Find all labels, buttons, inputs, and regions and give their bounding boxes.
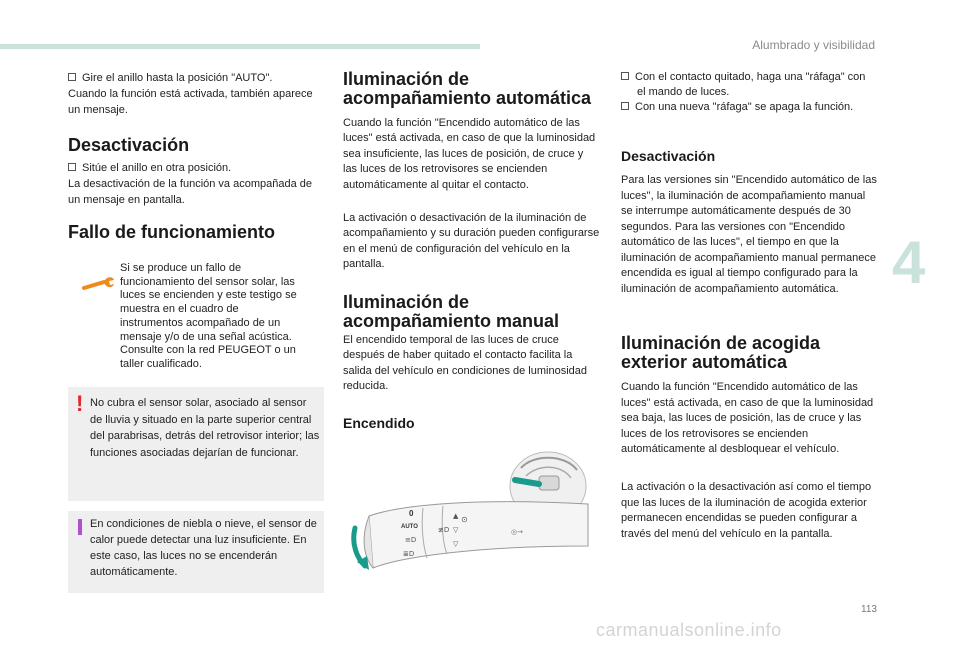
- manual-paragraph: El encendido temporal de las luces de cruce después de haber quitado el contacto facilita la salida del vehículo en condiciones de luminosidad reducida.: [343, 334, 587, 393]
- header-accent-bar: [0, 44, 480, 49]
- page-number: 113: [861, 604, 877, 615]
- info-text: En condiciones de niebla o nieve, el sensor de calor puede detectar una luz insuficiente. En este caso, las luces no se encenderán automáticamente.: [90, 518, 317, 578]
- svg-text:≡D: ≡D: [405, 536, 417, 544]
- svg-text:▲: ▲: [453, 512, 459, 520]
- auto-heading: Iluminación de acompañamiento automática: [343, 69, 592, 108]
- checkbox-bullet-icon: [68, 163, 76, 171]
- col3-desact-paragraph: Para las versiones sin "Encendido automático de las luces", la iluminación de acompañamiento manual se interrumpe automáticamente después de 30 segundos. Para las versiones con "Encendido automático de las luces", el tiempo en que la iluminación de acompañamiento manual permanece encendida es igual al tiempo configurado para la iluminación de acompañamiento automática.: [621, 174, 877, 295]
- svg-text:◎→: ◎→: [511, 528, 523, 536]
- stalk-auto-label: AUTO: [401, 524, 418, 530]
- fallo-heading: Fallo de funcionamiento: [68, 222, 276, 242]
- col3-bullet-2: Con una nueva "ráfaga" se apaga la función.: [621, 100, 877, 115]
- stalk: [364, 502, 588, 568]
- fallo-text: Si se produce un fallo de funcionamiento del sensor solar, las luces se encienden y este testigo se muestra en el cuadro de instrumentos acompañado de un mensaje y/o de una señal acústica. Consulte con la red PEUGEOT o un taller cualificado.: [120, 262, 297, 370]
- acogida-heading: Iluminación de acogida exterior automática: [621, 333, 821, 372]
- light-stalk-illustration: [343, 446, 600, 586]
- svg-text:▽: ▽: [453, 540, 459, 548]
- chapter-number: 4: [892, 229, 926, 296]
- intro-text: Cuando la función está activada, también aparece un mensaje.: [68, 88, 313, 116]
- info-icon: [78, 519, 82, 535]
- warning-text: No cubra el sensor solar, asociado al sensor de lluvia y situado en la parte superior central del parabrisas, detrás del retrovisor interior; las funciones asociadas dejarían de funcionar.: [90, 397, 320, 459]
- svg-text:≢D: ≢D: [438, 526, 450, 534]
- watermark: carmanualsonline.info: [596, 620, 782, 640]
- checkbox-bullet-icon: [621, 102, 629, 110]
- warning-icon: !: [76, 391, 84, 416]
- section-title: Alumbrado y visibilidad: [752, 38, 875, 52]
- acogida-paragraph-1: Cuando la función "Encendido automático de las luces" está activada, en caso de que la luminosidad sea baja, las luces de posición, las de cruce y las luces de los retrovisores se encienden automáticamente al desbloquear el vehículo.: [621, 381, 874, 455]
- intro-bullet: Gire el anillo hasta la posición "AUTO".: [68, 70, 324, 86]
- encendido-heading: Encendido: [343, 415, 415, 431]
- stalk-zero-label: 0: [409, 509, 414, 518]
- svg-text:▽: ▽: [453, 526, 459, 534]
- desact-bullet: Sitúe el anillo en otra posición.: [68, 160, 324, 176]
- warning-box: [68, 387, 324, 501]
- col3-bullet-1: Con el contacto quitado, haga una "ráfaga" con el mando de luces.: [621, 70, 877, 101]
- checkbox-bullet-icon: [68, 73, 76, 81]
- auto-paragraph-2: La activación o desactivación de la iluminación de acompañamiento y su duración pueden configurarse en el menú de configuración del vehículo en la pantalla.: [343, 212, 600, 271]
- svg-text:⊙: ⊙: [461, 515, 468, 524]
- wrench-icon: [80, 274, 116, 294]
- acogida-paragraph-2: La activación o la desactivación así como el tiempo que las luces de la iluminación de acogida exterior permanecen encendidas se pueden configurar a través del menú del vehículo en la pantalla.: [621, 481, 872, 540]
- desact-text: La desactivación de la función va acompañada de un mensaje en pantalla.: [68, 178, 313, 206]
- checkbox-bullet-icon: [621, 72, 629, 80]
- auto-paragraph-1: Cuando la función "Encendido automático de las luces" está activada, en caso de que la luminosidad sea insuficiente, las luces de posición, de cruce y las luces de los retrovisores se encienden automáticamente al quitar el contacto.: [343, 117, 596, 191]
- desactivacion-heading: Desactivación: [68, 135, 190, 155]
- info-box: [68, 511, 324, 593]
- manual-heading: Iluminación de acompañamiento manual: [343, 292, 560, 331]
- col3-desact-heading: Desactivación: [621, 148, 716, 164]
- svg-text:≣D: ≣D: [403, 550, 415, 558]
